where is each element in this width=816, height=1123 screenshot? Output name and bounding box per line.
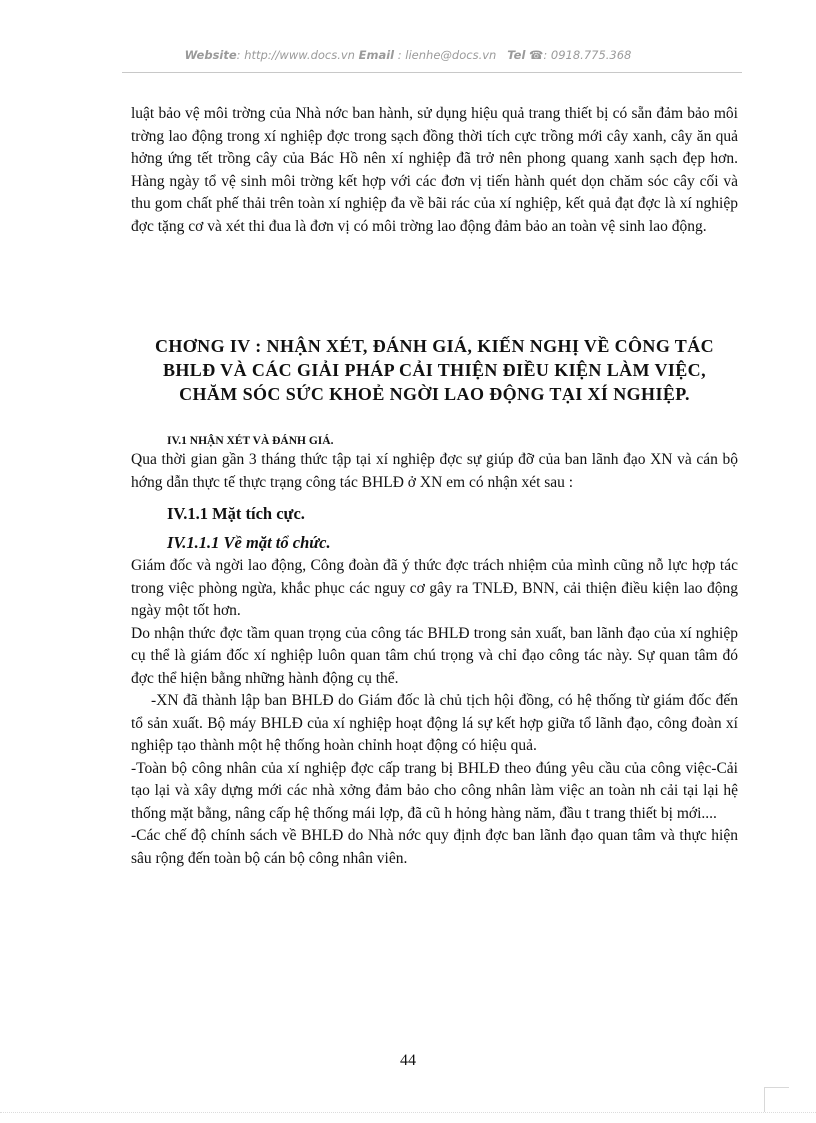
document-body — [131, 103, 738, 870]
website-url[interactable]: : http://www.docs.vn — [236, 48, 355, 62]
tel-label: Tel — [507, 48, 526, 62]
chapter-title: CHƠNG IV : NHẬN XÉT, ĐÁNH GIÁ, KIẾN NGHỊ VỀ CÔNG TÁC BHLĐ VÀ CÁC GIẢI PHÁP CẢI THIỆN ĐIỀU KIỆN LÀM VIỆC, CHĂM SÓC SỨC KHOẺ NGỜI LAO ĐỘNG TẠI XÍ NGHIỆP. — [154, 336, 715, 404]
tel-number: ☎: 0918.775.368 — [529, 48, 632, 62]
section-intro: Qua thời gian gần 3 tháng thức tập tại xí nghiệp đợc sự giúp đỡ của ban lãnh đạo XN và cán bộ hớng dẫn thực tế thực trạng công tác BHLĐ ở XN em có nhận xét sau : — [131, 451, 738, 491]
email-address[interactable]: : lienhe@docs.vn — [394, 48, 497, 62]
email-label: Email — [358, 48, 395, 62]
body-paragraph: -Các chế độ chính sách về BHLĐ do Nhà nớc quy định đợc ban lãnh đạo quan tâm và thực hiện sâu rộng đến toàn bộ cán bộ công nhân viên. — [131, 827, 738, 867]
subsection-title: IV.1.1 Mặt tích cực. — [167, 504, 305, 523]
page-corner-mark — [764, 1087, 789, 1112]
page-number: 44 — [400, 1052, 416, 1069]
body-paragraph: Giám đốc và ngời lao động, Công đoàn đã ý thức đợc trách nhiệm của mình cũng nỗ lực hợp tác trong việc phòng ngừa, khắc phục các nguy cơ gây ra TNLĐ, BNN, cải thiện điều kiện lao động ngày một tốt hơn. — [131, 557, 738, 619]
paragraph-top: luật bảo vệ môi trờng của Nhà nớc ban hành, sử dụng hiệu quả trang thiết bị có sẵn đảm bảo môi trờng lao động trong xí nghiệp đợc trong sạch đồng thời tích cực trồng mới cây xanh, cây ăn quả hởng ứng tết trồng cây của Bác Hồ nên xí nghiệp đã trở nên phong quang xanh sạch đẹp hơn. Hàng ngày tổ vệ sinh môi trờng kết hợp với các đơn vị tiến hành quét dọn chăm sóc cây cối và thu gom chất phế thải trên toàn xí nghiệp đa về bãi rác của xí nghiệp, kết quả đạt đợc là xí nghiệp đợc tặng cơ và xét thi đua là đơn vị có môi trờng lao động đảm bảo an toàn vệ sinh lao động. — [131, 105, 738, 235]
footer-dotted-line — [0, 1112, 816, 1113]
header-divider — [122, 72, 742, 73]
page-header — [0, 48, 816, 62]
website-label: Website — [184, 48, 237, 62]
subsubsection-title: IV.1.1.1 Về mặt tổ chức. — [167, 533, 331, 552]
body-paragraph: Do nhận thức đợc tầm quan trọng của công tác BHLĐ trong sản xuất, ban lãnh đạo của xí nghiệp cụ thể là giám đốc xí nghiệp luôn quan tâm chú trọng và chỉ đạo công tác này. Sự quan tâm đó đợc thể hiện bằng những hành động cụ thể. — [131, 624, 738, 687]
section-title: IV.1 NHẬN XÉT VÀ ĐÁNH GIÁ. — [167, 435, 334, 447]
body-paragraph: -XN đã thành lập ban BHLĐ do Giám đốc là chủ tịch hội đồng, có hệ thống từ giám đốc đến tổ sản xuất. Bộ máy BHLĐ của xí nghiệp hoạt động lá sự kết hợp giữa tổ lãnh đạo, công đoàn xí nghiệp tạo thành một hệ thống hoàn chỉnh hoạt động có hiệu quả. — [131, 692, 738, 754]
body-paragraph: -Toàn bộ công nhân của xí nghiệp đợc cấp trang bị BHLĐ theo đúng yêu cầu của công việc-Cải tạo lại và xây dựng mới các nhà xởng đảm bảo cho công nhân làm việc an toàn nh cải tại lại hệ thống mặt bằng, nâng cấp hệ thống mái lợp, đã cũ h hỏng hàng năm, đầu t trang thiết bị mới.... — [131, 759, 738, 822]
